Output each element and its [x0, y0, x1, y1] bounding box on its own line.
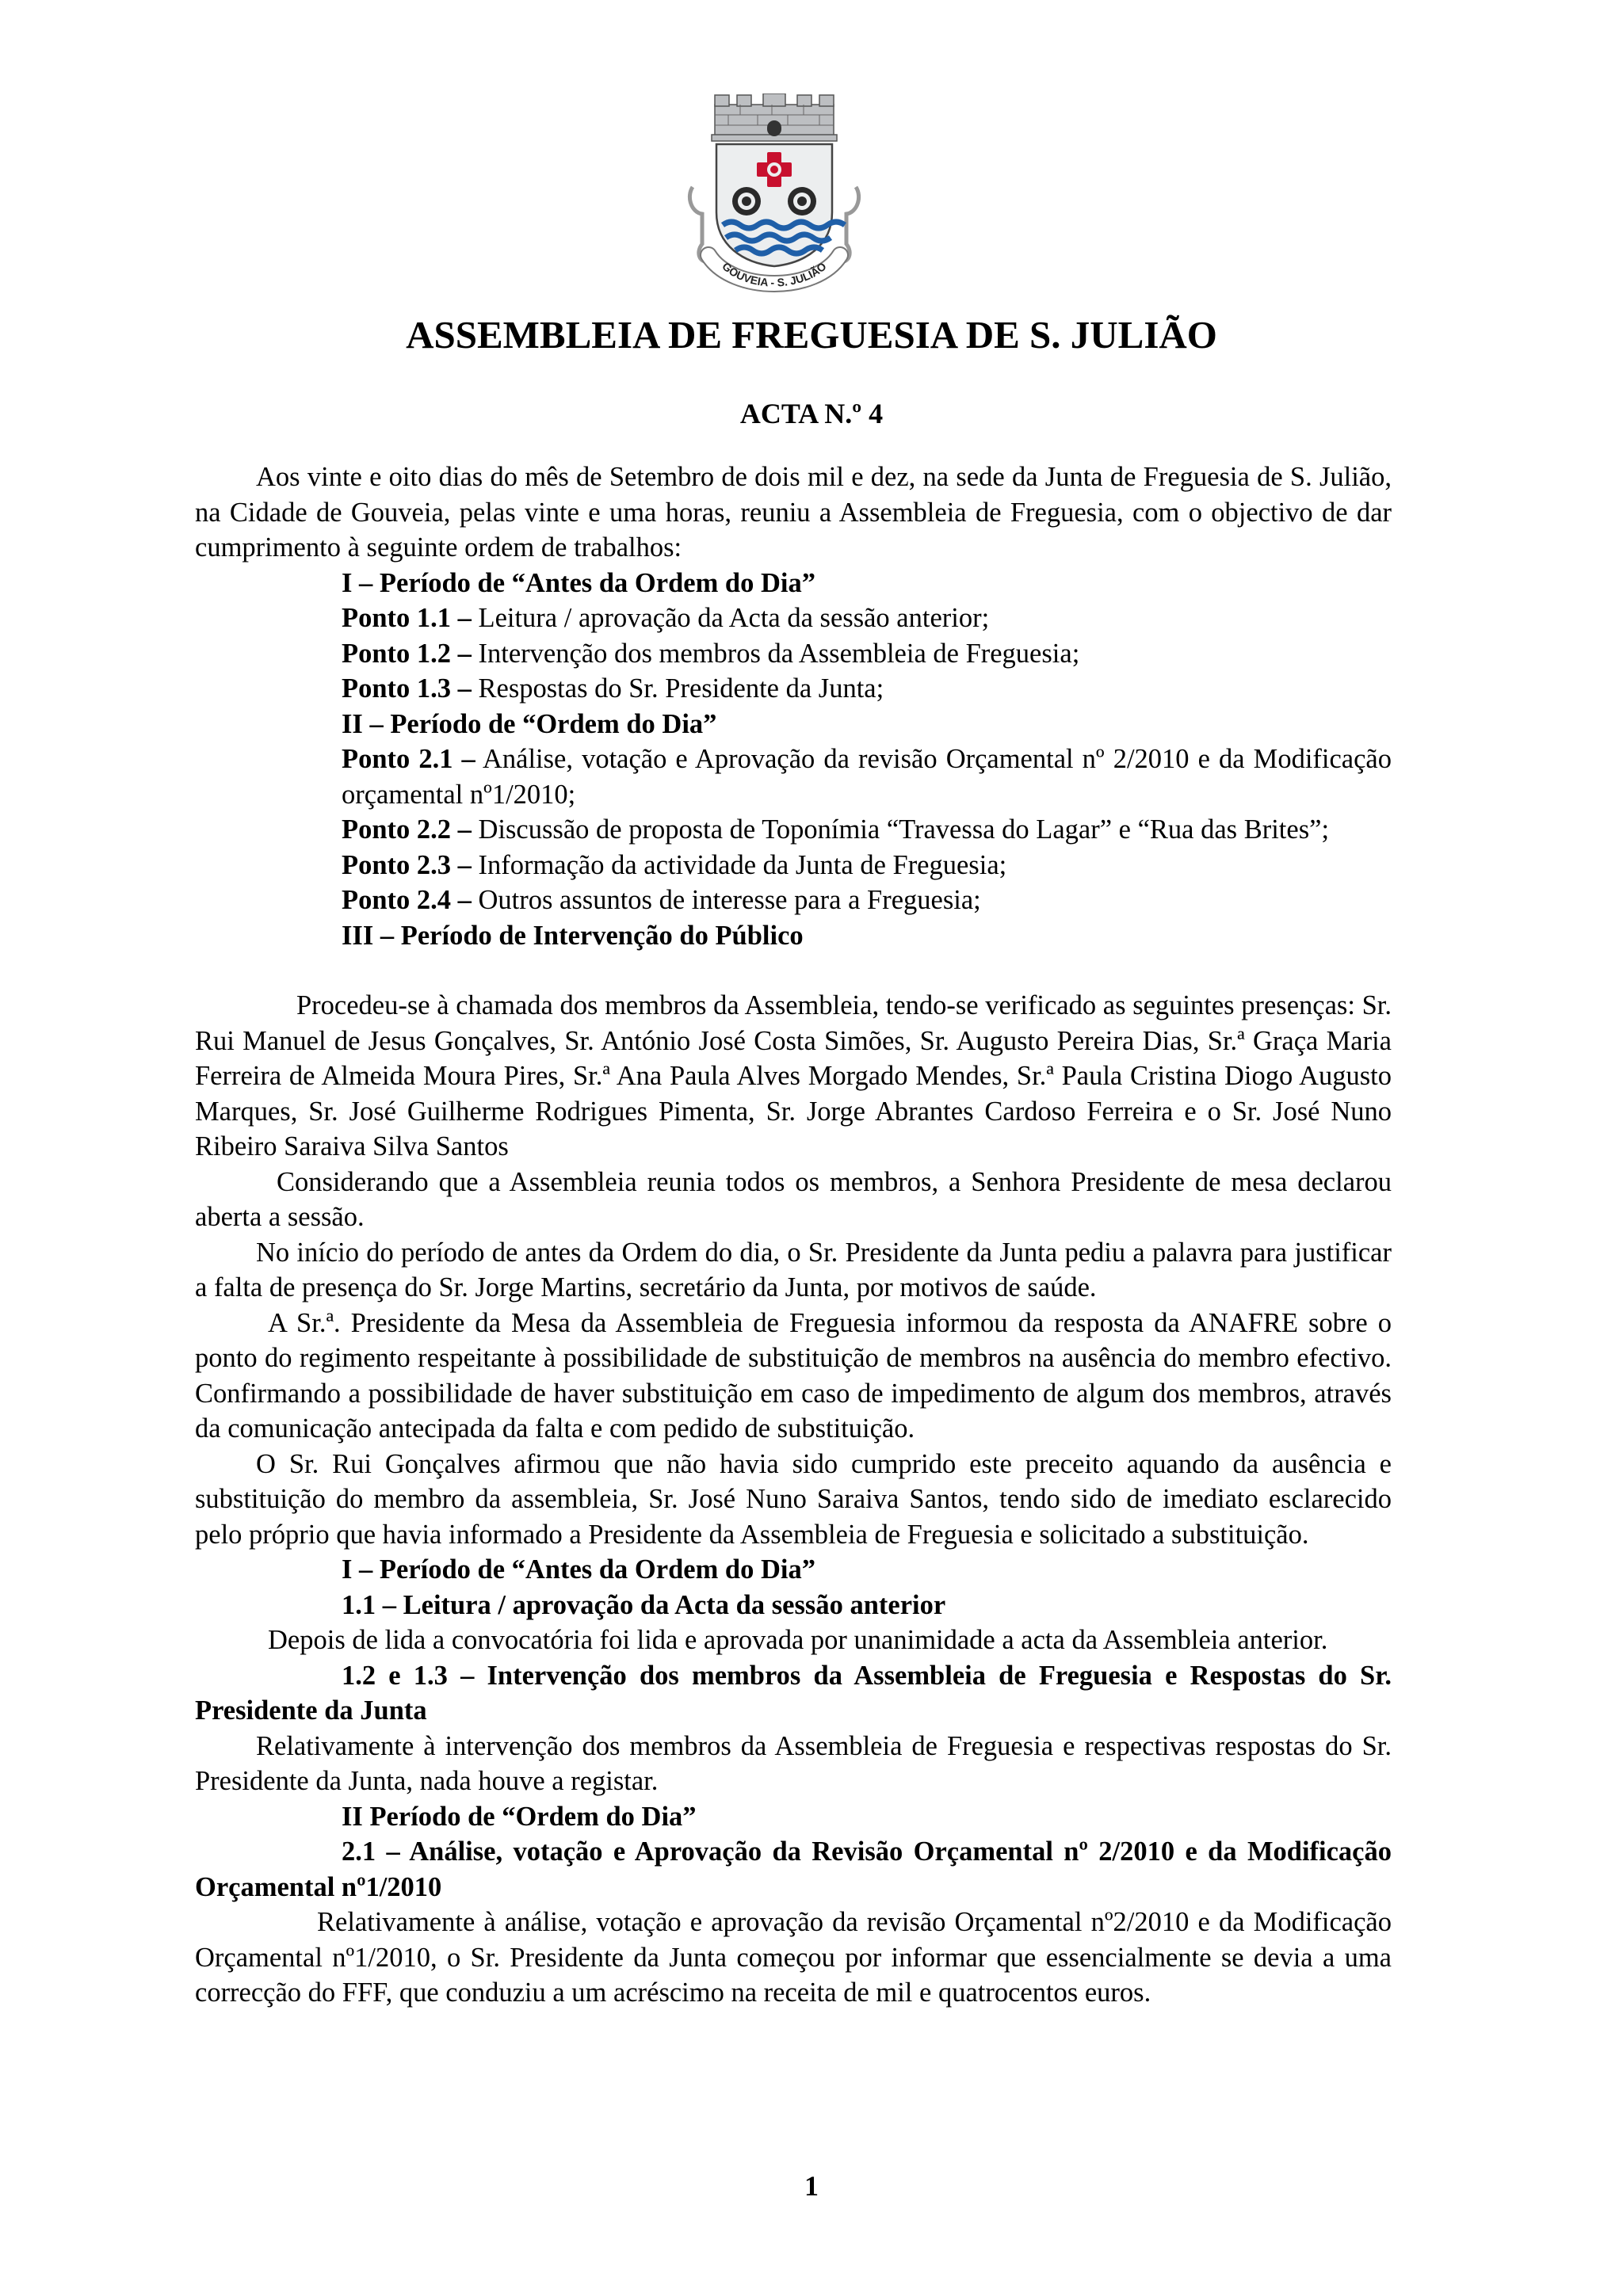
agenda-item-text: Intervenção dos membros da Assembleia de Freguesia; [471, 638, 1080, 669]
agenda-item-text: Informação da actividade da Junta de Freguesia; [471, 849, 1007, 880]
document-body [195, 460, 1392, 2011]
agenda-item-2-1 [195, 742, 1392, 812]
agenda-item-2-4 [195, 883, 1392, 918]
section-1-2-text: Relativamente à intervenção dos membros da Assembleia de Freguesia e respectivas respostas do Sr. Presidente da Junta, nada houve a registar. [195, 1730, 1392, 1796]
agenda-item-1-3 [195, 671, 1392, 707]
agenda-item-text: Outros assuntos de interesse para a Freguesia; [471, 885, 981, 915]
section-1-1-heading: 1.1 – Leitura / aprovação da Acta da sessão anterior [342, 1589, 946, 1620]
section-1-1-text: Depois de lida a convocatória foi lida e aprovada por unanimidade a acta da Assembleia anterior. [268, 1625, 1328, 1655]
agenda-item-label: Ponto 2.2 – [342, 814, 472, 845]
agenda-item-2-3 [195, 848, 1392, 883]
intro-paragraph: Aos vinte e oito dias do mês de Setembro de dois mil e dez, na sede da Junta de Freguesia de S. Julião, na Cidade de Gouveia, pelas vinte e uma horas, reuniu a Assembleia de Freguesia, com o objectivo de dar cumprimento à seguinte ordem de trabalhos: [195, 462, 1392, 563]
document-title: ASSEMBLEIA DE FREGUESIA DE S. JULIÃO [406, 313, 1217, 357]
agenda-item-1-1 [195, 601, 1392, 636]
coat-of-arms-logo [685, 93, 864, 301]
agenda-item-text: Discussão de proposta de Toponímia “Travessa do Lagar” e “Rua das Brites”; [471, 814, 1330, 845]
session-opening-paragraph: Considerando que a Assembleia reunia todos os membros, a Senhora Presidente de mesa declarou aberta a sessão. [195, 1166, 1392, 1232]
agenda-item-label: Ponto 2.3 – [342, 849, 472, 880]
agenda-item-label: Ponto 2.1 – [342, 744, 475, 774]
section-1-2-heading: 1.2 e 1.3 – Intervenção dos membros da Assembleia de Freguesia e Respostas do Sr. Presidente da Junta [195, 1660, 1392, 1726]
section-2-heading: II Período de “Ordem do Dia” [342, 1801, 697, 1832]
paragraph-spacer [195, 953, 1392, 988]
section-1-heading: I – Período de “Antes da Ordem do Dia” [342, 1554, 815, 1585]
agenda-item-2-2 [195, 812, 1392, 848]
substitution-paragraph: O Sr. Rui Gonçalves afirmou que não havia sido cumprido este preceito aquando da ausência e substituição do membro da assembleia, Sr. José Nuno Saraiva Santos, tendo sido de imediato esclarecido pelo próprio que havia informado a Presidente da Assembleia de Freguesia e solicitado a substituição. [195, 1448, 1392, 1550]
agenda-item-text: Leitura / aprovação da Acta da sessão anterior; [471, 603, 990, 633]
page-number: 1 [804, 2170, 819, 2202]
document-subtitle: ACTA N.º 4 [739, 398, 884, 429]
agenda-item-label: Ponto 1.3 – [342, 673, 472, 704]
anafre-paragraph: A Sr.ª. Presidente da Mesa da Assembleia de Freguesia informou da resposta da ANAFRE sobre o ponto do regimento respeitante à possibilidade de substituição de membros na ausência do membro efectivo. Confirmando a possibilidade de haver substituição em caso de impedimento de algum dos membros, através da comunicação antecipada da falta e com pedido de substituição. [195, 1307, 1392, 1444]
agenda-item-label: Ponto 1.2 – [342, 638, 472, 669]
agenda-item-label: Ponto 2.4 – [342, 885, 472, 915]
agenda-item-label: Ponto 1.1 – [342, 603, 472, 633]
section-2-1-text: Relativamente à análise, votação e aprovação da revisão Orçamental nº2/2010 e da Modificação Orçamental nº1/2010, o Sr. Presidente da Junta começou por informar que essencialmente se devia a uma correcção do FFF, que conduziu a um acréscimo na receita de mil e quatrocentos euros. [195, 1907, 1392, 2008]
agenda-heading-period-3: III – Período de Intervenção do Público [342, 920, 804, 951]
attendance-paragraph: Procedeu-se à chamada dos membros da Assembleia, tendo-se verificado as seguintes presenças: Sr. Rui Manuel de Jesus Gonçalves, Sr. António José Costa Simões, Sr. Augusto Pereira Dias, Sr.ª Graça Maria Ferreira de Almeida Moura Pires, Sr.ª Ana Paula Alves Morgado Mendes, Sr.ª Paula Cristina Diogo Augusto Marques, Sr. José Guilherme Rodrigues Pimenta, Sr. Jorge Abrantes Cardoso Ferreira e o Sr. José Nuno Ribeiro Saraiva Silva Santos [195, 990, 1392, 1161]
agenda-heading-period-1: I – Período de “Antes da Ordem do Dia” [342, 567, 815, 598]
agenda-item-text: Respostas do Sr. Presidente da Junta; [471, 673, 884, 704]
absence-paragraph: No início do período de antes da Ordem do dia, o Sr. Presidente da Junta pediu a palavra para justificar a falta de presença do Sr. Jorge Martins, secretário da Junta, por motivos de saúde. [195, 1237, 1392, 1302]
coat-of-arms-motto: GOUVEIA - S. JULIÃO [720, 259, 829, 289]
agenda-heading-period-2: II – Período de “Ordem do Dia” [342, 708, 717, 739]
agenda-item-text: Análise, votação e Aprovação da revisão Orçamental nº 2/2010 e da Modificação orçamental nº1/2010; [342, 744, 1392, 810]
section-2-1-heading: 2.1 – Análise, votação e Aprovação da Revisão Orçamental nº 2/2010 e da Modificação Orçamental nº1/2010 [195, 1836, 1392, 1902]
agenda-item-1-2 [195, 636, 1392, 672]
